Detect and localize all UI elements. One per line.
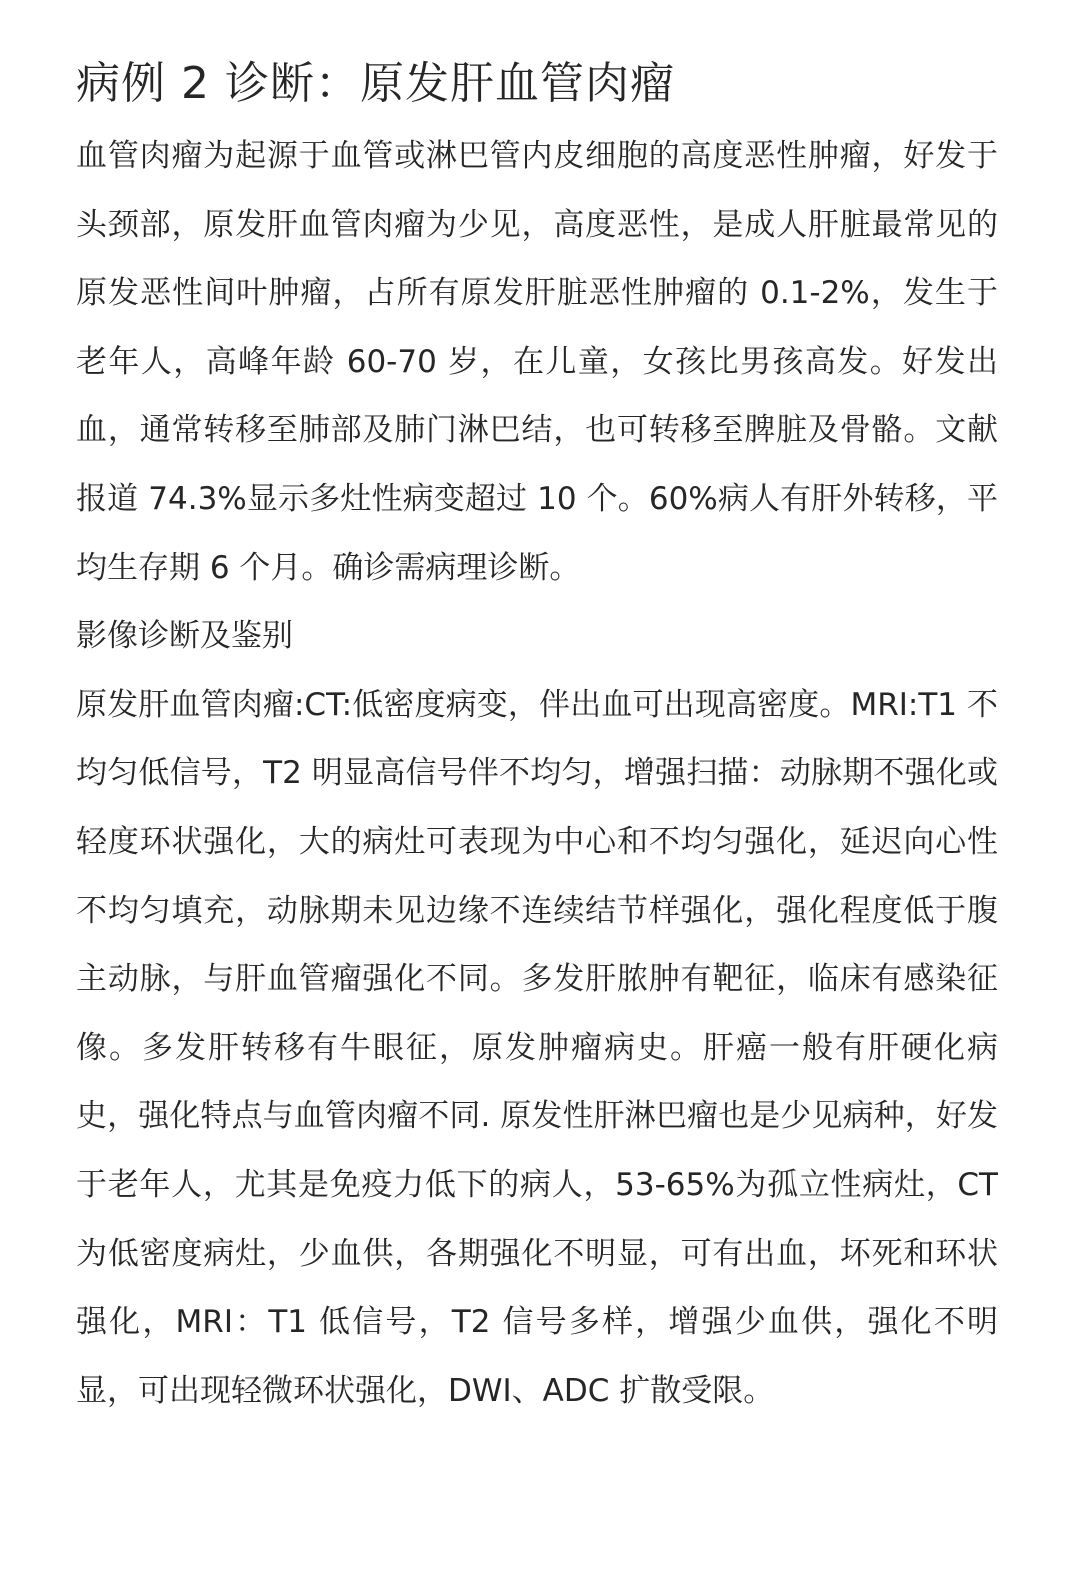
intro-paragraph: 血管肉瘤为起源于血管或淋巴管内皮细胞的高度恶性肿瘤，好发于头颈部，原发肝血管肉瘤为少见，高度恶性，是成人肝脏最常见的原发恶性间叶肿瘤，占所有原发肝脏恶性肿瘤的 0.1-2%，发生于老年人，高峰年龄 60-70 岁，在儿童，女孩比男孩高发。好发出血，通常转移至肺部及肺门淋巴结，也可转移至脾脏及骨骼。文献报道 74.3%显示多灶性病变超过 10 个。60%病人有肝外转移，平均生存期 6 个月。确诊需病理诊断。 xyxy=(76,138,998,586)
imaging-paragraph: 原发肝血管肉瘤:CT:低密度病变，伴出血可出现高密度。MRI:T1 不均匀低信号，T2 明显高信号伴不均匀，增强扫描：动脉期不强化或轻度环状强化，大的病灶可表现为中心和不均匀强化，延迟向心性不均匀填充，动脉期未见边缘不连续结节样强化，强化程度低于腹主动脉，与肝血管瘤强化不同。多发肝脓肿有靶征，临床有感染征像。多发肝转移有牛眼征，原发肿瘤病史。肝癌一般有肝硬化病史，强化特点与血管肉瘤不同. 原发性肝淋巴瘤也是少见病种，好发于老年人，尤其是免疫力低下的病人，53-65%为孤立性病灶，CT 为低密度病灶，少血供，各期强化不明显，可有出血，坏死和环状强化，MRI：T1 低信号，T2 信号多样，增强少血供，强化不明显，可出现轻微环状强化，DWI、ADC 扩散受限。 xyxy=(76,686,998,1409)
document-page xyxy=(76,52,998,1425)
section-heading: 影像诊断及鉴别 xyxy=(76,618,293,655)
document-title: 病例 2 诊断：原发肝血管肉瘤 xyxy=(76,58,675,109)
